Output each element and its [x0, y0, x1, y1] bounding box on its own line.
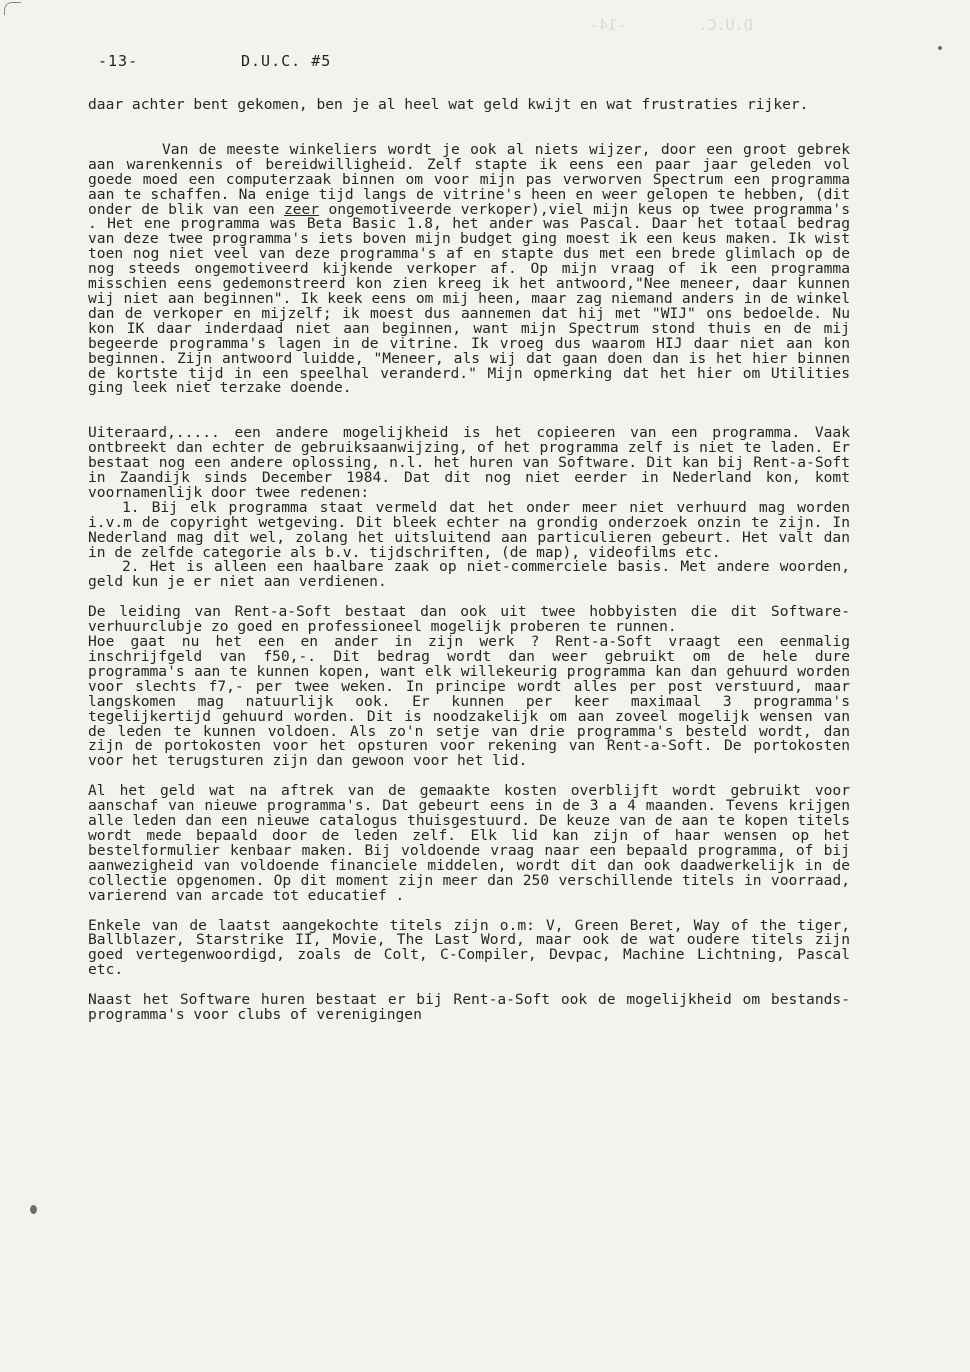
paragraph-2-text: Van de meeste winkeliers wordt je ook al niets wijzer, door een groot gebrek aan warenkennis of bereidwilligheid. Zelf stapte ik eens een paar jaar geleden vol goede moed een computerzaak binnen om voor mijn pas verworven Spectrum een programma aan te schaffen. Na enige tijd langs de vitrine's heen en weer gelopen te hebben, (dit onder de blik van een — [88, 140, 850, 218]
folded-corner — [4, 2, 21, 15]
paragraph-2 — [88, 140, 850, 397]
paragraph-6: Al het geld wat na aftrek van de gemaakte kosten overblijft wordt gebruikt voor aanschaf van nieuwe programma's. Dat gebeurt eens in de 3 a 4 maanden. Tevens krijgen alle leden dan een nieuwe catalogus thuisgestuurd. De keuze van de aan te kopen titels wordt mede bepaald door de leden zelf. Elk lid kan zijn of haar wensen op het bestelformulier kenbaar maken. Bij voldoende vraag naar een bepaald programma, of bij aanwezigheid van voldoende financiele middelen, wordt dit dan ook daadwerkelijk in de collectie opgenomen. Op dit moment zijn meer dan 250 verschillende titels in voorraad, varierend van arcade tot educatief . — [88, 782, 850, 904]
article-body — [88, 98, 850, 1038]
page-number: -13- — [98, 52, 139, 70]
paragraph-5: Hoe gaat nu het een en ander in zijn werk ? Rent-a-Soft vraagt een eenmalig inschrijfgeld van f50,-. Dit bedrag wordt dan weer gebruikt om de hele dure programma's aan te kunnen kopen, want elk willekeurig programma kan dan gehuurd worden voor slechts f7,- per twee weken. In principe wordt alles per post verstuurd, maar langskomen mag natuurlijk ook. Er kunnen per keer maximaal 3 programma's tegelijkertijd gehuurd worden. Dit is noodzakelijk om aan zoveel mogelijk wensen van de leden te kunnen voldoen. Als zo'n setje van drie programma's besteld wordt, dan zijn de portokosten voor het opsturen voor rekening van Rent-a-Soft. De portokosten voor het terugsturen zijn dan gewoon voor het lid. — [88, 633, 850, 770]
bleed-through-header — [590, 16, 753, 34]
paragraph-3: Uiteraard,..... een andere mogelijkheid is het copieeren van een programma. Vaak ontbreekt dan echter de gebruiksaanwijzing, of het programma zelf is niet te laden. Er bestaat nog een andere oplossing, n.l. het huren van Software. Dit kan bij Rent-a-Soft in Zaandijk sinds December 1984. Dat dit nog niet eerder in Nederland kon, komt voornamenlijk door twee redenen: — [88, 424, 850, 501]
paragraph-2-continued: ongemotiveerde verkoper),viel mijn keus op twee programma's . Het ene programma was Beta Basic 1.8, het ander was Pascal. Daar het totaal bedrag van deze twee programma's iets boven mijn budget ging moest ik een keus maken. Ik wist toen nog niet veel van deze programma's af en stapte dus met een brede glimlach op de nog steeds ongemotiveerd kijkende verkoper af. Op mijn vraag of ik een programma misschien eens gedemonstreerd kon zien kreeg ik het antwoord,"Nee meneer, daar kunnen wij niet aan beginnen". Ik keek eens om mij heen, maar zag niemand anders in de winkel dan de verkoper en mijzelf; ik moest dus aannemen dat hij met "WIJ" ons bedoelde. Nu kon IK daar inderdaad niet aan beginnen, want mijn Spectrum stond thuis en de mij begeerde programma's lagen in de vitrine. Ik vroeg dus waarom HIJ daar niet aan kon beginnen. Zijn antwoord luidde, "Meneer, als wij dat gaan doen dan is het hier binnen de kortste tijd in een speelhal veranderd." Mijn opmerking dat het hier om Utilities ging leek niet terzake doende. — [88, 200, 850, 397]
paragraph-4: De leiding van Rent-a-Soft bestaat dan ook uit twee hobbyisten die dit Software-verhuurclubje zo goed en professioneel mogelijk proberen te runnen. — [88, 603, 850, 636]
speck-mark — [938, 46, 942, 50]
paragraph-1: daar achter bent gekomen, ben je al heel wat geld kwijt en wat frustraties rijker. — [88, 96, 809, 113]
paragraph-8: Naast het Software huren bestaat er bij Rent-a-Soft ook de mogelijkheid om bestands-programma's voor clubs of verenigingen — [88, 991, 850, 1024]
newsletter-title: D.U.C. #5 — [241, 52, 332, 70]
underlined-word: zeer — [283, 200, 320, 218]
paragraph-7: Enkele van de laatst aangekochte titels zijn o.m: V, Green Beret, Way of the tiger, Ballblazer, Starstrike II, Movie, The Last Word, maar ook de wat oudere titels zijn goed vertegenwoordigd, zoals de Colt, C-Compiler, Devpac, Machine Lichtning, Pascal etc. — [88, 916, 850, 979]
list-item-1: 1. Bij elk programma staat vermeld dat het onder meer niet verhuurd mag worden i.v.m de copyright wetgeving. Dit bleek echter na grondig onderzoek onzin te zijn. In Nederland mag dit wel, zolang het uitsluitend aan particulieren gebeurt. Het valt dan in de zelfde categorie als b.v. tijdschriften, (de map), videofilms etc. — [88, 498, 850, 561]
list-item-2: 2. Het is alleen een haalbare zaak op niet-commerciele basis. Met andere woorden, geld kun je er niet aan verdienen. — [88, 558, 850, 591]
punch-mark — [30, 1205, 37, 1214]
bleed-through-page-number: -14- — [590, 16, 627, 34]
bleed-through-title: D.U.C. — [698, 16, 753, 34]
